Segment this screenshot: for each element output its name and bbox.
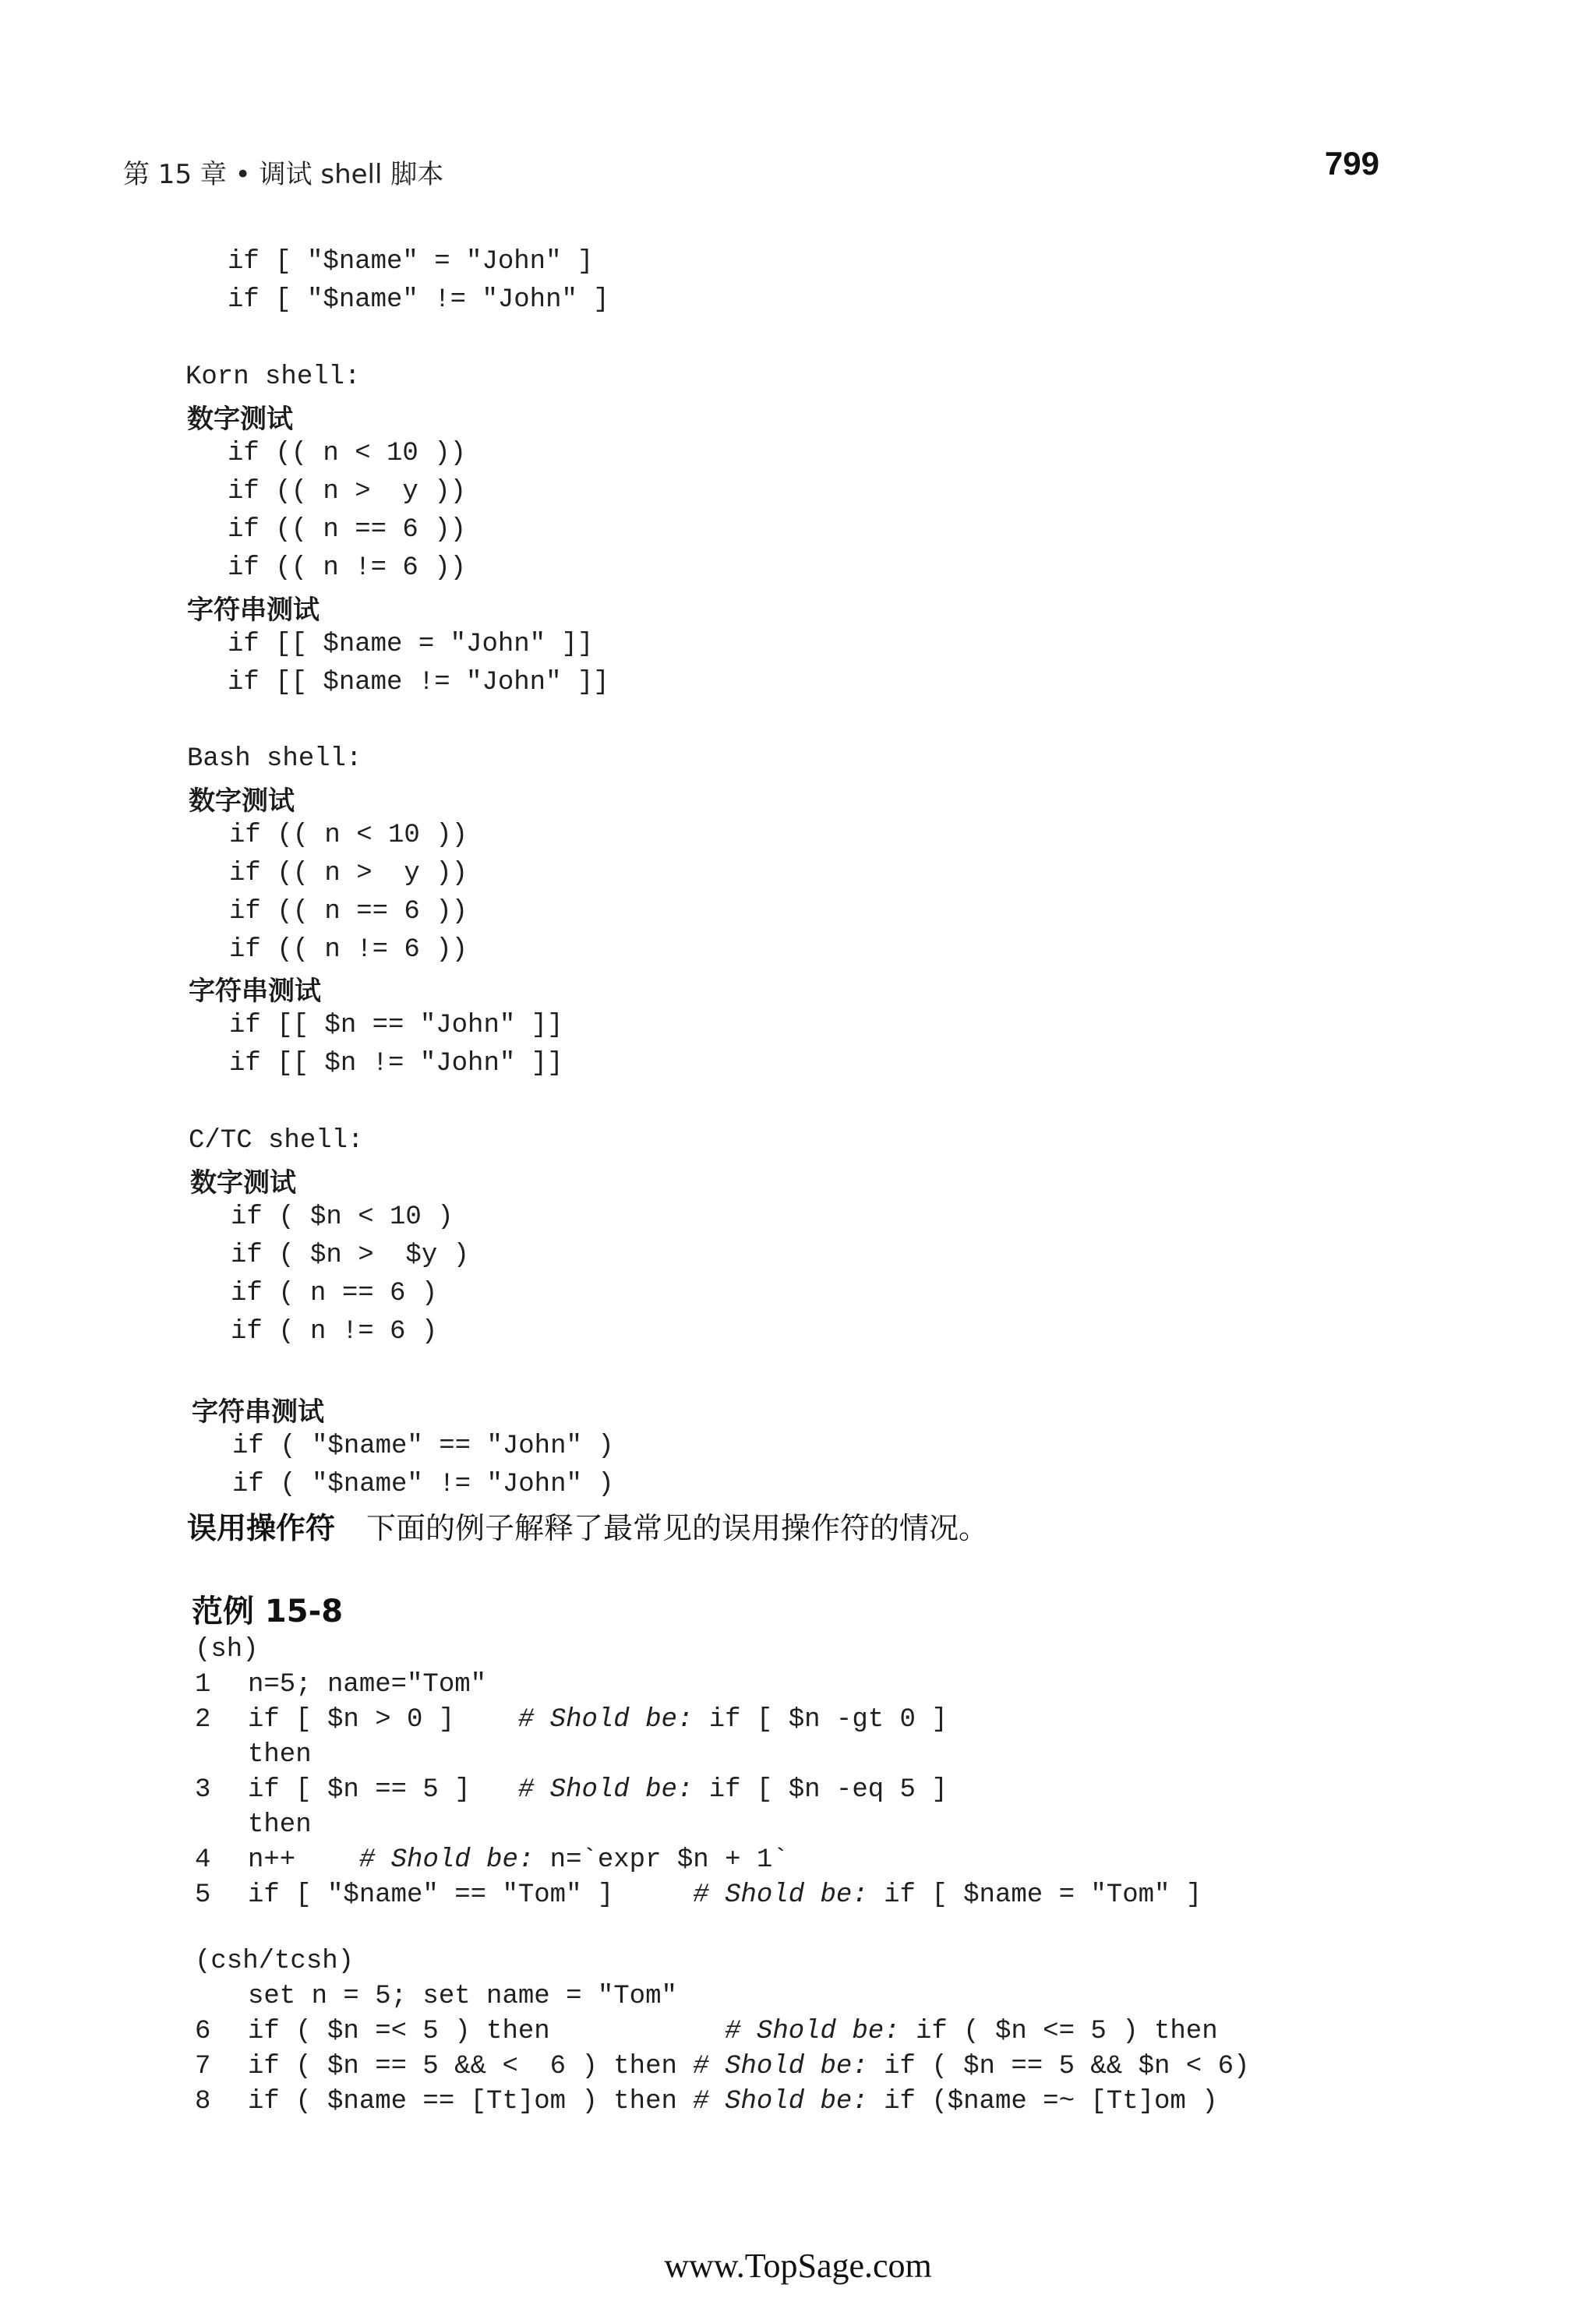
example-code-line [248,2017,1218,2046]
code-line: if [[ $name != "John" ]] [228,668,609,697]
code-line: if [[ $name = "John" ]] [228,630,594,659]
line-number: 5 [195,1880,211,1910]
comment-text: # Shold be: [517,1775,694,1805]
fix-text: n=`expr $n + 1` [534,1845,789,1875]
chapter-header: 第 15 章 • 调试 shell 脚本 [123,159,444,190]
line-number: 3 [195,1775,211,1805]
misuse-text: 下面的例子解释了最常见的误用操作符的情况。 [366,1511,989,1545]
fix-text: if [ $n -gt 0 ] [693,1705,948,1735]
code-line: if [[ $n == "John" ]] [229,1011,563,1040]
code-line: if ( n == 6 ) [231,1279,438,1308]
code-line: if ( $n > $y ) [231,1241,470,1270]
misuse-term: 误用操作符 [187,1511,336,1545]
example-code-line [248,1880,1202,1910]
example-code-line [248,1705,948,1735]
code-line: if ( "$name" == "John" ) [232,1432,614,1461]
code-line: if ( "$name" != "John" ) [232,1470,614,1499]
example-title: 范例 15-8 [192,1594,344,1629]
code-line: if (( n != 6 )) [229,935,468,965]
code-text: if [ $n == 5 ] [248,1775,518,1805]
line-number: 4 [195,1845,211,1875]
example-code-line [248,1982,677,2011]
comment-text: # Shold be: [725,2017,900,2046]
line-number: 6 [195,2017,211,2046]
code-line: if [ "$name" = "John" ] [228,247,594,277]
code-text: if [ $n > 0 ] [248,1705,518,1735]
code-line: if [ "$name" != "John" ] [228,285,609,315]
code-line: if (( n != 6 )) [228,553,467,583]
code-text: if ( $n == 5 && < 6 ) then [248,2052,694,2081]
comment-text: # Shold be: [358,1845,535,1875]
code-line: if (( n > y )) [229,859,468,888]
example-code-line [248,1775,948,1805]
code-text: n++ [248,1845,359,1875]
example-code-line [248,1810,312,1840]
code-line: if (( n == 6 )) [229,897,468,927]
sh-label: (sh) [195,1635,259,1665]
comment-text: # Shold be: [517,1705,694,1735]
code-text: n=5; name="Tom" [248,1670,487,1700]
ctc-numeric-label: 数字测试 [190,1167,296,1199]
code-line: if ( n != 6 ) [231,1317,438,1347]
line-number: 2 [195,1705,211,1735]
fix-text: if [ $n -eq 5 ] [693,1775,948,1805]
comment-text: # Shold be: [693,1880,868,1910]
bash-string-label: 字符串测试 [189,976,321,1007]
example-code-line [248,1845,789,1875]
korn-numeric-label: 数字测试 [187,404,293,435]
fix-text: if [ $name = "Tom" ] [867,1880,1202,1910]
csh-label: (csh/tcsh) [195,1947,355,1976]
line-number: 7 [195,2052,211,2081]
bash-shell-title: Bash shell: [187,744,362,774]
example-code-line [248,1670,486,1700]
example-code-line [248,1740,312,1770]
fix-text: if ( $n <= 5 ) then [899,2017,1218,2046]
code-text: if ( $n =< 5 ) then [248,2017,726,2046]
footer-url: www.TopSage.com [664,2247,932,2285]
line-number: 8 [195,2087,211,2117]
example-code-line [248,2052,1249,2081]
code-text: if [ "$name" == "Tom" ] [248,1880,694,1910]
ctc-shell-title: C/TC shell: [189,1126,364,1156]
code-line: if [[ $n != "John" ]] [229,1049,563,1079]
korn-shell-title: Korn shell: [185,362,361,392]
comment-text: # Shold be: [693,2052,868,2081]
example-code-line [248,2087,1218,2117]
code-line: if (( n == 6 )) [228,515,467,545]
misuse-paragraph [187,1504,988,1547]
bash-numeric-label: 数字测试 [189,786,295,817]
code-text: then [248,1740,312,1770]
code-text: set n = 5; set name = "Tom" [248,1982,677,2011]
korn-string-label: 字符串测试 [187,595,320,626]
code-line: if ( $n < 10 ) [231,1202,454,1232]
ctc-string-label: 字符串测试 [192,1396,324,1428]
comment-text: # Shold be: [693,2087,868,2117]
code-text: then [248,1810,312,1840]
code-line: if (( n < 10 )) [228,439,467,468]
fix-text: if ( $n == 5 && $n < 6) [867,2052,1250,2081]
code-text: if ( $name == [Tt]om ) then [248,2087,694,2117]
code-line: if (( n < 10 )) [229,821,468,850]
line-number: 1 [195,1670,211,1700]
fix-text: if ($name =~ [Tt]om ) [867,2087,1218,2117]
page-number: 799 [1324,145,1379,182]
code-line: if (( n > y )) [228,477,467,507]
